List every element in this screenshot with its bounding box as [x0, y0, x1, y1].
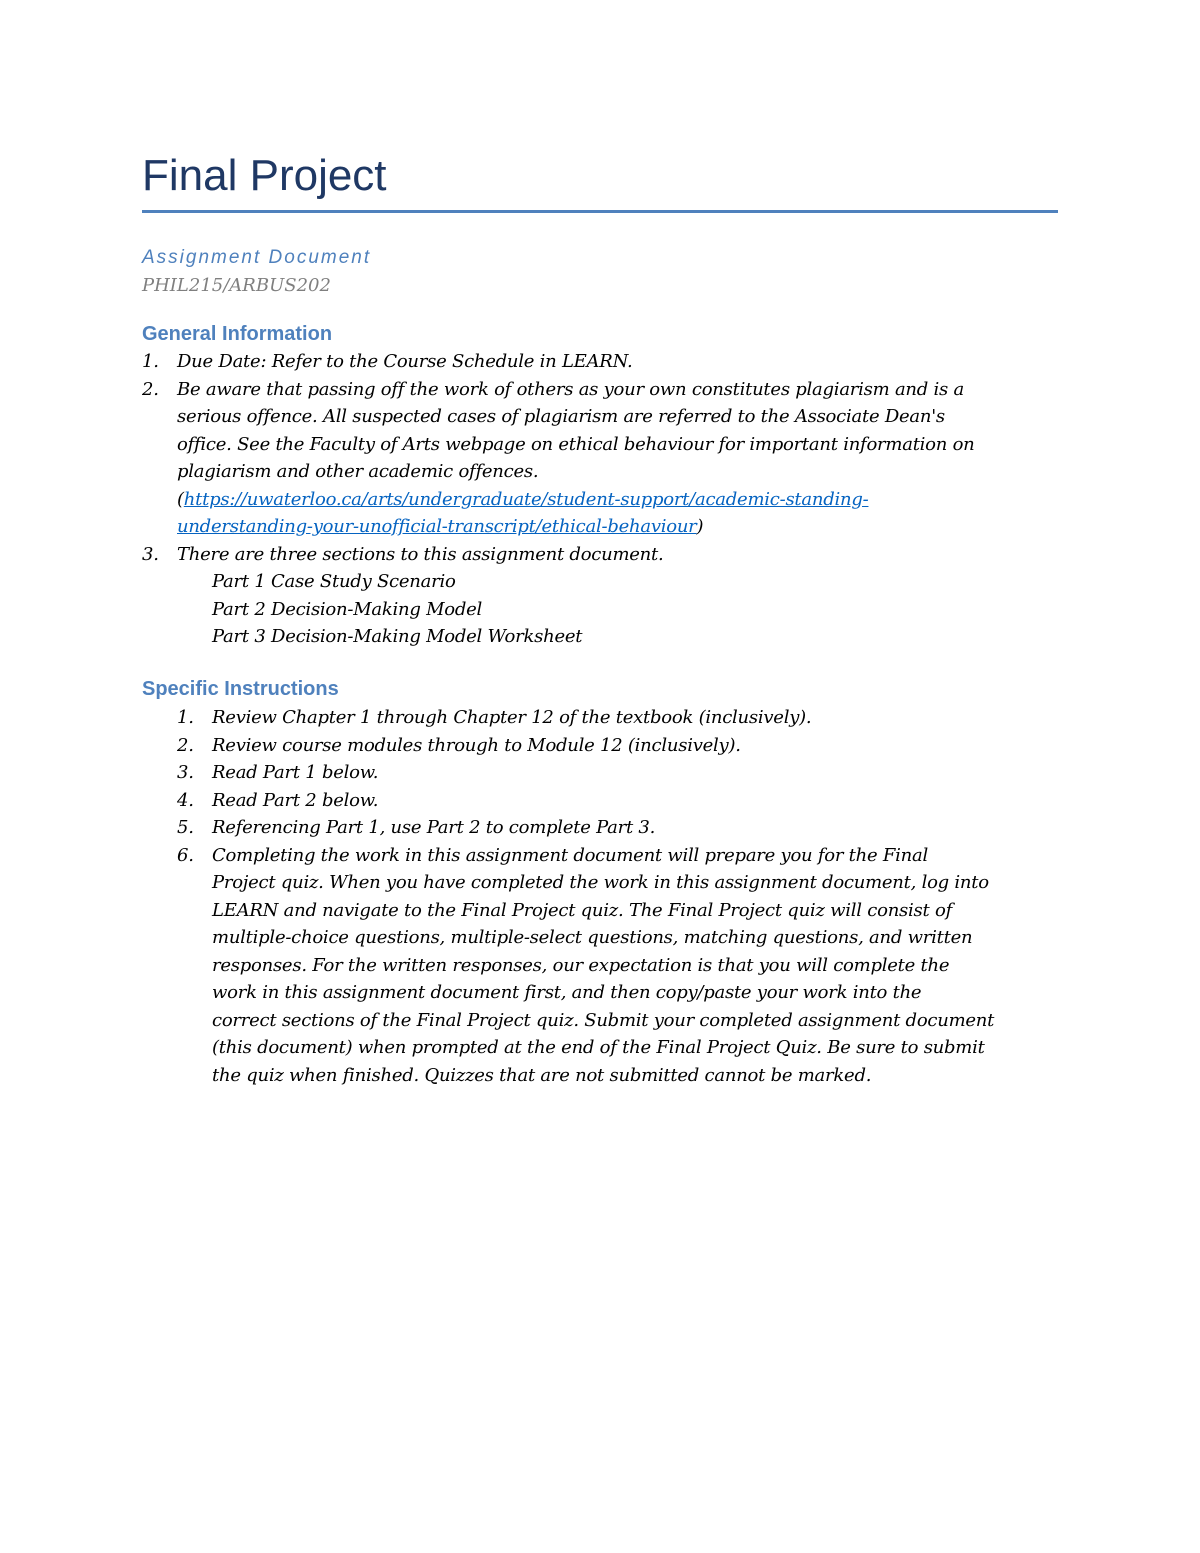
list-item-text: Read Part 2 below.: [212, 789, 379, 811]
section-part-3: Part 3 Decision-Making Model Worksheet: [212, 626, 583, 647]
list-item-text: multiple-choice questions, multiple-select questions, matching questions, and written: [212, 927, 973, 948]
ethical-behaviour-link[interactable]: https://uwaterloo.ca/arts/undergraduate/student-support/academic-standing-: [183, 488, 869, 510]
list-number: 4.: [177, 789, 194, 811]
list-number: 2.: [177, 734, 194, 756]
section-part-2: Part 2 Decision-Making Model: [212, 598, 483, 620]
specific-item-2: [142, 732, 1058, 760]
list-item-text: serious offence. All suspected cases of plagiarism are referred to the Associate Dean's: [177, 406, 945, 427]
specific-item-1: [142, 704, 1058, 732]
list-number: 6.: [177, 844, 194, 866]
list-item-text: Referencing Part 1, use Part 2 to complete Part 3.: [212, 817, 656, 838]
course-code: PHIL215/ARBUS202: [142, 275, 331, 296]
specific-item-5: [142, 814, 1058, 842]
list-item-text: plagiarism and other academic offences.: [177, 461, 539, 482]
list-item-text: (this document) when prompted at the end of the Final Project Quiz. Be sure to submit: [212, 1037, 985, 1058]
ethical-behaviour-link-line: [177, 486, 1058, 514]
list-number: 3.: [142, 543, 159, 565]
link-close-paren: ): [696, 516, 704, 537]
list-number: 5.: [177, 817, 194, 838]
specific-instructions-list: [142, 704, 1058, 1089]
title-divider: [142, 210, 1058, 213]
list-item-text: Read Part 1 below.: [212, 762, 379, 783]
section-part-1: Part 1 Case Study Scenario: [212, 571, 456, 592]
document-subtitle: Assignment Document: [142, 247, 372, 268]
general-information-heading: General Information: [142, 323, 333, 345]
general-item-1: [142, 348, 1058, 376]
general-item-2: [142, 376, 1058, 541]
list-number: 3.: [177, 762, 194, 783]
list-item-text: responses. For the written responses, our expectation is that you will complete the: [212, 954, 950, 976]
list-item-text: Due Date: Refer to the Course Schedule in LEARN.: [177, 351, 633, 372]
list-item-text: the quiz when finished. Quizzes that are not submitted cannot be marked.: [212, 1064, 872, 1086]
general-item-3: [142, 541, 1058, 651]
list-item-text: work in this assignment document first, and then copy/paste your work into the: [212, 982, 922, 1003]
specific-item-4: [142, 787, 1058, 815]
list-number: 2.: [142, 378, 159, 400]
general-information-list: [142, 348, 1058, 651]
list-item-text: Completing the work in this assignment document will prepare you for the Final: [212, 844, 928, 866]
list-number: 1.: [177, 707, 194, 728]
specific-item-6: [142, 842, 1058, 1090]
ethical-behaviour-link-line: [177, 513, 1058, 541]
list-item-text: Review Chapter 1 through Chapter 12 of the textbook (inclusively).: [212, 707, 812, 728]
list-item-text: There are three sections to this assignment document.: [177, 543, 664, 565]
list-item-text: Review course modules through to Module 12 (inclusively).: [212, 734, 741, 756]
list-item-text: correct sections of the Final Project quiz. Submit your completed assignment document: [212, 1009, 995, 1031]
link-open-paren: (: [177, 488, 184, 510]
specific-instructions-heading: Specific Instructions: [142, 678, 339, 700]
list-item-text: LEARN and navigate to the Final Project quiz. The Final Project quiz will consist of: [212, 899, 952, 921]
specific-item-3: [142, 759, 1058, 787]
list-item-text: office. See the Faculty of Arts webpage on ethical behaviour for important information on: [177, 433, 975, 455]
ethical-behaviour-link-continued[interactable]: understanding-your-unofficial-transcript/ethical-behaviour: [177, 516, 697, 537]
list-number: 1.: [142, 351, 159, 372]
list-item-text: Project quiz. When you have completed the work in this assignment document, log into: [212, 872, 989, 893]
document-title: Final Project: [142, 151, 387, 200]
list-item-text: Be aware that passing off the work of others as your own constitutes plagiarism and is a: [177, 378, 964, 400]
